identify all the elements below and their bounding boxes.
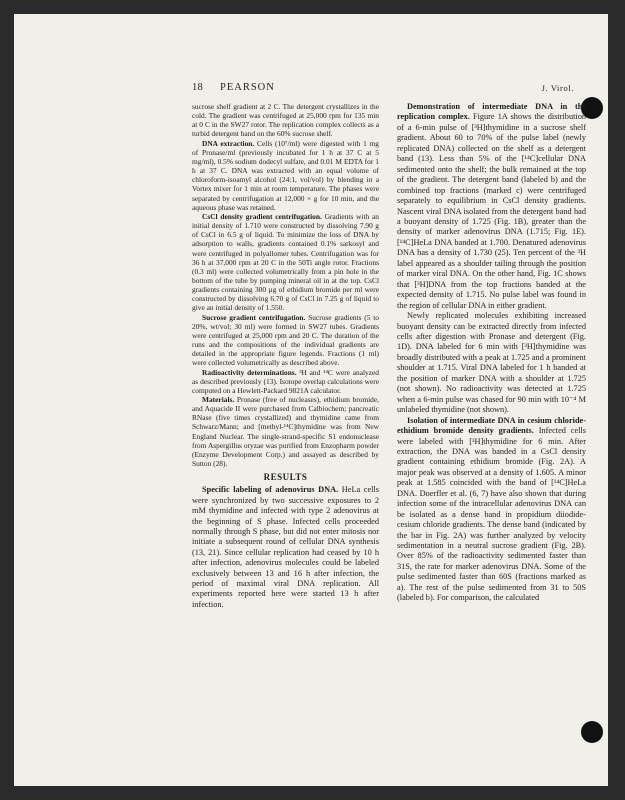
crop-mark-top-left bbox=[14, 14, 38, 38]
isolation-text: Infected cells were labeled with [³H]thymidine for 6 min. After extraction, the DNA was banded in a CsCl density gradient containing ethidium bromide (Fig. 2A). A major peak was observed at a density of 1.605. A minor peak at 1.585 coincided with the band of [¹⁴C]HeLa DNA. Doerfler et al. (6, 7) have also shown that during infection some of the intracellular adenovirus DNA can be isolated as a dense band in propidium diiodide-cesium chloride gradients. The dense band (indicated by the bar in Fig. 2A) was further analyzed by velocity sedimentation in a neutral sucrose gradient (Fig. 2B). Over 85% of the radioactivity sedimented faster than 31S, the rate for marker adenovirus DNA. Some of the pulse sedimented faster than 60S (fractions marked as a). The rest of the pulse sedimented from 31 to 50S (labeled b). For comparison, the calculated bbox=[397, 426, 587, 603]
paragraph-newly-replicated: Newly replicated molecules exhibiting increased buoyant density can be extracted directly from infected cells after digestion with Pronase and detergent (Fig. 1D). DNA labeled for 6 min with [³H]thymidine was broadly distributed with a peak at 1.725 and a prominent shoulder at 1.715. Viral DNA labeled for 1 h banded at the position of marker DNA with a shoulder at 1.725 (not shown). No radioactivity was detected at 1.725 when a 6-min pulse was chased for 90 min with 10⁻⁴ M unlabeled thymidine (not shown). bbox=[397, 311, 586, 415]
paragraph-sucrose-shelf: sucrose shelf gradient at 2 C. The detergent crystallizes in the cold. The gradient was centrifuged at 25,000 rpm for 135 min at 0 C in the SW27 rotor. The replication complex collects as a turbid detergent band on the 60% sucrose shelf. bbox=[192, 102, 379, 139]
running-header bbox=[192, 82, 574, 96]
running-author: PEARSON bbox=[220, 82, 275, 93]
demonstration-text: Figure 1A shows the distribution of a 6-min pulse of [³H]thymidine in a sucrose shelf gradient. About 60 to 70% of the pulse label (newly replicated DNA) collected on the shelf as a detergent band (13). Less than 5% of the [¹⁴C]cellular DNA sedimented onto the shelf; the bulk remained at the top of the gradient. The detergent band (labeled b) and the combined top fractions (marked c) were centrifuged separately to equilibrium in CsCl density gradients. Nascent viral DNA isolated from the detergent band had a buoyant density of 1.725 (Fig. 1B), greater than the density of marker adenovirus DNA (1.715; Fig. 1E). [¹⁴C]HeLa DNA banded at 1.700. Denatured adenovirus DNA has a density of 1.730 (25). Ten percent of the ³H label appeared as a shoulder tailing through the position of marker viral DNA. On the other hand, Fig. 1C shows that [³H]DNA from the top fractions banded at the expected density of 1.715. No pulse label was found in the region of cellular DNA in either gradient. bbox=[397, 112, 586, 310]
sucrose-gradient-text: Sucrose gradients (5 to 20%, wt/vol; 30 ml) were formed in SW27 tubes. Gradients were centrifuged at 25,000 rpm and 20 C. The duration of the runs and the compositions of the individual gradients are detailed in the appropriate figure legends. Fractions (1 ml) were collected volumetrically as described above. bbox=[192, 312, 379, 368]
paragraph-demonstration bbox=[397, 102, 586, 311]
subheading-isolation: Isolation of intermediate DNA in cesium chloride-ethidium bromide density gradients. bbox=[397, 415, 586, 436]
paragraph-materials bbox=[192, 395, 379, 468]
paragraph-specific-labeling bbox=[192, 485, 379, 610]
subheading-cscl: CsCl density gradient centrifugation. bbox=[202, 211, 322, 221]
page-number: 18 bbox=[192, 82, 204, 93]
document-page bbox=[14, 14, 608, 786]
left-column bbox=[192, 102, 379, 610]
subheading-radioactivity: Radioactivity determinations. bbox=[202, 367, 297, 377]
paragraph-isolation bbox=[397, 416, 586, 604]
subheading-sucrose-gradient: Sucrose gradient centrifugation. bbox=[202, 312, 306, 322]
dna-extraction-text: Cells (10⁷/ml) were digested with 1 mg of Pronase/ml (previously incubated for 1 h at 37 C at 5 mg/ml), 0.5% sodium dodecyl sulfate, and 0.01 M EDTA for 1 h at 37 C. DNA was extracted with an equal volume of chloroform-isoamyl alcohol (24:1, vol/vol) by blending in a Vortex mixer for 1 min at room temperature. The phases were separated by centrifugation at 12,000 × g for 10 min, and the aqueous phase was retained. bbox=[192, 138, 380, 212]
paragraph-sucrose-gradient bbox=[192, 313, 379, 368]
paragraph-cscl bbox=[192, 212, 379, 313]
paragraph-radioactivity bbox=[192, 368, 379, 395]
radioactivity-text: ³H and ¹⁴C were analyzed as described previously (13). Isotope overlap calculations were computed on a Hewlett-Packard 9821A calculator. bbox=[192, 367, 379, 395]
journal-name: J. Virol. bbox=[541, 83, 574, 93]
paragraph-dna-extraction bbox=[192, 139, 379, 212]
subheading-materials: Materials. bbox=[202, 395, 235, 404]
subheading-specific-labeling: Specific labeling of adenovirus DNA. bbox=[202, 485, 339, 495]
punch-hole-bottom bbox=[581, 721, 603, 743]
right-column bbox=[397, 102, 586, 604]
specific-labeling-text: HeLa cells were synchronized by two successive exposures to 2 mM thymidine and infected with type 2 adenovirus at the beginning of S phase. Infected cells proceeded normally through S phase, but did not enter mitosis nor initiate a subsequent round of cellular DNA synthesis (13, 21). Since cellular replication had ceased by 10 h after infection, adenovirus molecules could be labeled exclusively between 13 and 16 h after infection, the period of maximal viral DNA replication. All experiments reported here were started 13 h after infection. bbox=[192, 485, 379, 609]
section-heading-results: RESULTS bbox=[263, 472, 308, 483]
materials-text: Pronase (free of nucleases), ethidium bromide, and Aquacide II were purchased from Calbiochem; pancreatic RNase (five times crystallized) and thymidine came from Schwarz/Mann; and [methyl-¹⁴C]thymidine was from New England Nuclear. The single-strand-specific S1 endonuclease from Aspergillus oryzae was purified from Enzopharm powder (Enzyme Development Corp.) and assayed as described by Sutton (28). bbox=[192, 395, 379, 469]
subheading-dna-extraction: DNA extraction. bbox=[202, 138, 255, 148]
subheading-demonstration: Demonstration of intermediate DNA in the replication complex. bbox=[397, 102, 586, 122]
cscl-text: Gradients with an initial density of 1.710 were constructed by dissolving 7.90 g of CsCl in 6.5 g of liquid. To minimize the loss of DNA by adsorption to walls, gradients contained 0.1% sarkosyl and were centrifuged in polyallomer tubes. Centrifugation was for 36 h at 37,000 rpm at 20 C in the 50Ti angle rotor. Fractions (0.3 ml) were collected volumetrically from a pin hole in the bottom of the tube by pumping mineral oil in at the top. CsCl gradients containing 300 µg of ethidium bromide per ml were constructed by dissolving 6.70 g of CsCl in 7.25 g of liquid to give an initial density of 1.550. bbox=[192, 211, 379, 313]
crop-mark-top-right bbox=[584, 14, 608, 38]
